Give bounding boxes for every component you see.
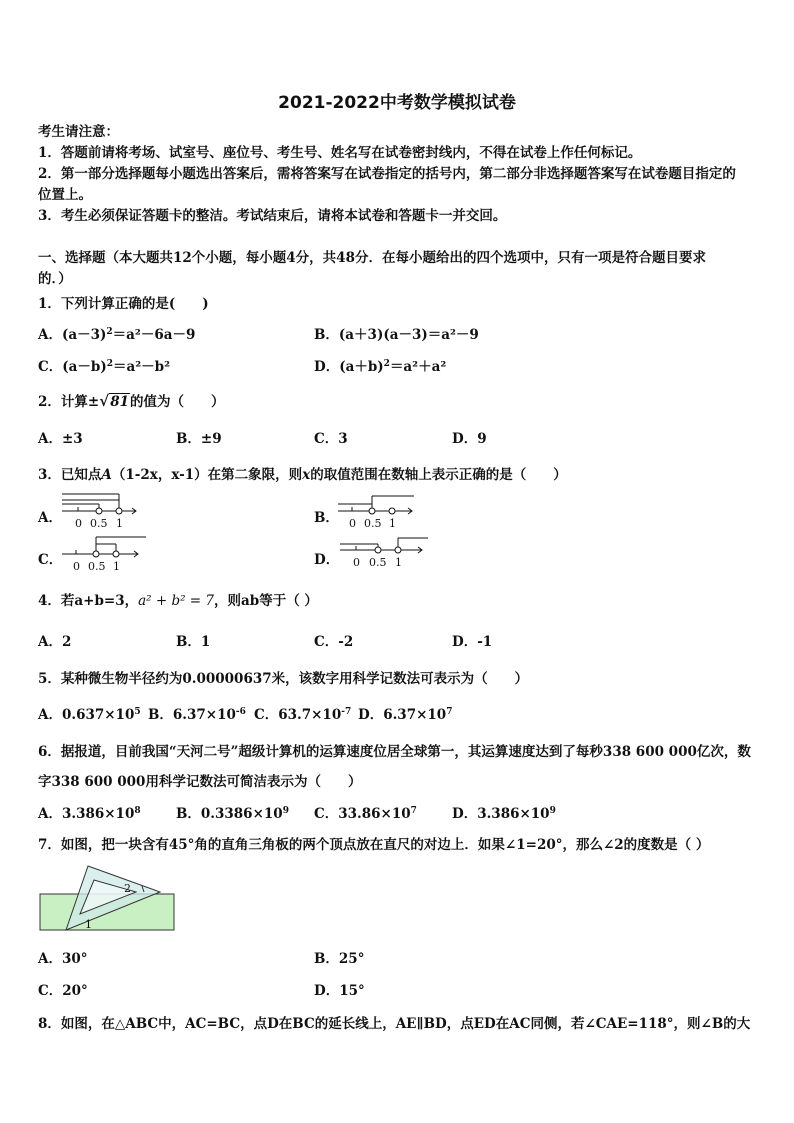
q1-option-a: [38, 323, 195, 343]
question-4-stem: [38, 589, 318, 609]
q3-stem-end: 的取值范围在数轴上表示正确的是（ ）: [310, 467, 567, 483]
tick-label: 0.5: [369, 556, 387, 569]
q5-b-base: B．6.37×10: [148, 707, 236, 723]
q5-b-exp: -6: [235, 707, 246, 717]
q1-option-b: B．(a＋3)(a－3)＝a²－9: [314, 327, 479, 343]
q3-number-line-b: [334, 490, 424, 532]
q2-option-d: D．9: [452, 431, 487, 447]
q4-stem-post: ，则ab等于（ ）: [214, 593, 318, 609]
q4-option-b: B．1: [176, 634, 211, 650]
q1-d-exp: 2: [383, 359, 390, 369]
q5-option-d: [358, 703, 452, 723]
q1-d-rest: ＝a²＋a²: [389, 359, 447, 375]
q3-stem-pre: 3．已知点: [38, 467, 102, 483]
q3-var: x: [302, 467, 311, 483]
q1-a-text: A．(a－3): [38, 327, 107, 343]
q5-d-exp: 7: [446, 707, 453, 717]
tick-label: 1: [116, 517, 123, 530]
q3-option-b-label: B．: [314, 510, 339, 526]
q7-option-c: C．20°: [38, 983, 88, 999]
q3-option-d-label: D．: [314, 552, 340, 568]
tick-label: 0: [73, 560, 80, 573]
q7-ruler-triangle-figure: [38, 862, 178, 932]
q5-c-exp: -7: [341, 707, 352, 717]
q2-option-a: A．±3: [38, 431, 83, 447]
question-1-stem: 1．下列计算正确的是( ): [38, 296, 209, 312]
q1-d-text: D．(a＋b): [314, 359, 384, 375]
q7-option-a: A．30°: [38, 951, 88, 967]
notice-item: 3．考生必须保证答题卡的整洁。考试结束后，请将本试卷和答题卡一并交回。: [38, 208, 507, 224]
q5-a-exp: 5: [134, 707, 141, 717]
q3-option-c-label: C．: [38, 552, 63, 568]
notice-heading: 考生请注意：: [38, 124, 119, 140]
q6-option-a: [38, 802, 141, 822]
q5-c-base: C．63.7×10: [254, 707, 342, 723]
q3-coords: （1-2x，x-1）: [111, 467, 208, 483]
tick-label: 0.5: [88, 560, 106, 573]
section-heading: 一、选择题（本大题共12个小题，每小题4分，共48分．在每小题给出的四个选项中，只有一项是符合题目要求: [38, 250, 706, 266]
q2-radicand: 81: [110, 394, 130, 410]
section-heading-cont: 的．）: [38, 271, 72, 287]
q6-d-exp: 9: [549, 806, 556, 816]
q2-option-c: C．3: [314, 431, 348, 447]
q2-stem-post: 的值为（ ）: [130, 394, 225, 410]
page-title: 2021-2022中考数学模拟试卷: [278, 93, 516, 113]
question-3-stem: [38, 463, 567, 483]
question-2-stem: [38, 390, 225, 410]
q6-b-base: B．0.3386×10: [176, 806, 283, 822]
q1-option-d: [314, 355, 446, 375]
sqrt-symbol: √ 81: [99, 392, 130, 410]
q1-c-rest: ＝a²－b²: [112, 359, 170, 375]
tick-label: 0: [353, 556, 360, 569]
q3-number-line-c: [58, 532, 150, 574]
q3-stem-post: 在第二象限，则: [207, 467, 303, 483]
q3-point: A: [101, 467, 112, 483]
q2-stem-pre: 2．计算±: [38, 394, 100, 410]
tick-label: 0: [75, 517, 82, 530]
q5-option-b: [148, 703, 246, 723]
q1-c-exp: 2: [106, 359, 113, 369]
q6-c-exp: 7: [410, 806, 417, 816]
q6-a-exp: 8: [134, 806, 141, 816]
notice-item: 2．第一部分选择题每小题选出答案后，需将答案写在试卷指定的括号内，第二部分非选择题答案写在试卷题目指定的: [38, 166, 736, 182]
angle-label: 1: [85, 918, 92, 931]
q5-d-base: D．6.37×10: [358, 707, 447, 723]
tick-label: 0: [349, 517, 356, 530]
q3-number-line-a: [58, 490, 148, 532]
tick-label: 1: [389, 517, 396, 530]
angle-label: 2: [124, 882, 131, 895]
q4-stem-pre: 4．若a+b=3，: [38, 593, 139, 609]
question-6-stem-cont: 字338 600 000用科学记数法可简洁表示为（ ）: [38, 774, 362, 790]
q3-number-line-d: [336, 534, 432, 576]
q5-option-a: [38, 703, 141, 723]
q3-option-a-label: A．: [38, 510, 62, 526]
q1-c-text: C．(a－b): [38, 359, 107, 375]
q7-option-b: B．25°: [314, 951, 365, 967]
q7-option-d: D．15°: [314, 983, 365, 999]
notice-item: 位置上。: [38, 187, 92, 203]
q4-option-c: C．-2: [314, 634, 354, 650]
tick-label: 1: [395, 556, 402, 569]
q6-b-exp: 9: [282, 806, 289, 816]
q1-a-exp: 2: [106, 327, 113, 337]
q6-d-base: D．3.386×10: [452, 806, 550, 822]
q6-c-base: C．33.86×10: [314, 806, 411, 822]
q6-option-d: [452, 802, 556, 822]
q1-a-rest: ＝a²－6a－9: [112, 327, 196, 343]
tick-label: 0.5: [364, 517, 382, 530]
question-5-stem: 5．某种微生物半径约为0.00000637米，该数字用科学记数法可表示为（ ）: [38, 671, 529, 687]
tick-label: 0.5: [90, 517, 108, 530]
q4-option-d: D．-1: [452, 634, 493, 650]
q6-option-b: [176, 802, 289, 822]
q6-option-c: [314, 802, 417, 822]
q6-a-base: A．3.386×10: [38, 806, 135, 822]
question-8-stem: 8．如图，在△ABC中，AC=BC，点D在BC的延长线上，AE∥BD，点ED在AC同侧，若∠CAE=118°，则∠B的大: [38, 1016, 751, 1032]
q5-a-base: A．0.637×10: [38, 707, 135, 723]
question-7-stem: 7．如图，把一块含有45°角的直角三角板的两个顶点放在直尺的对边上．如果∠1=20°，那么∠2的度数是（ ）: [38, 837, 710, 853]
q1-option-c: [38, 355, 170, 375]
tick-label: 1: [113, 560, 120, 573]
q4-option-a: A．2: [38, 634, 72, 650]
q5-option-c: [254, 703, 351, 723]
q2-option-b: B．±9: [176, 431, 222, 447]
notice-item: 1．答题前请将考场、试室号、座位号、考生号、姓名写在试卷密封线内，不得在试卷上作任何标记。: [38, 145, 642, 161]
q4-formula: a² + b² = 7: [138, 593, 215, 609]
question-6-stem: 6．据报道，目前我国“天河二号”超级计算机的运算速度位居全球第一，其运算速度达到了每秒338 600 000亿次，数: [38, 744, 751, 760]
